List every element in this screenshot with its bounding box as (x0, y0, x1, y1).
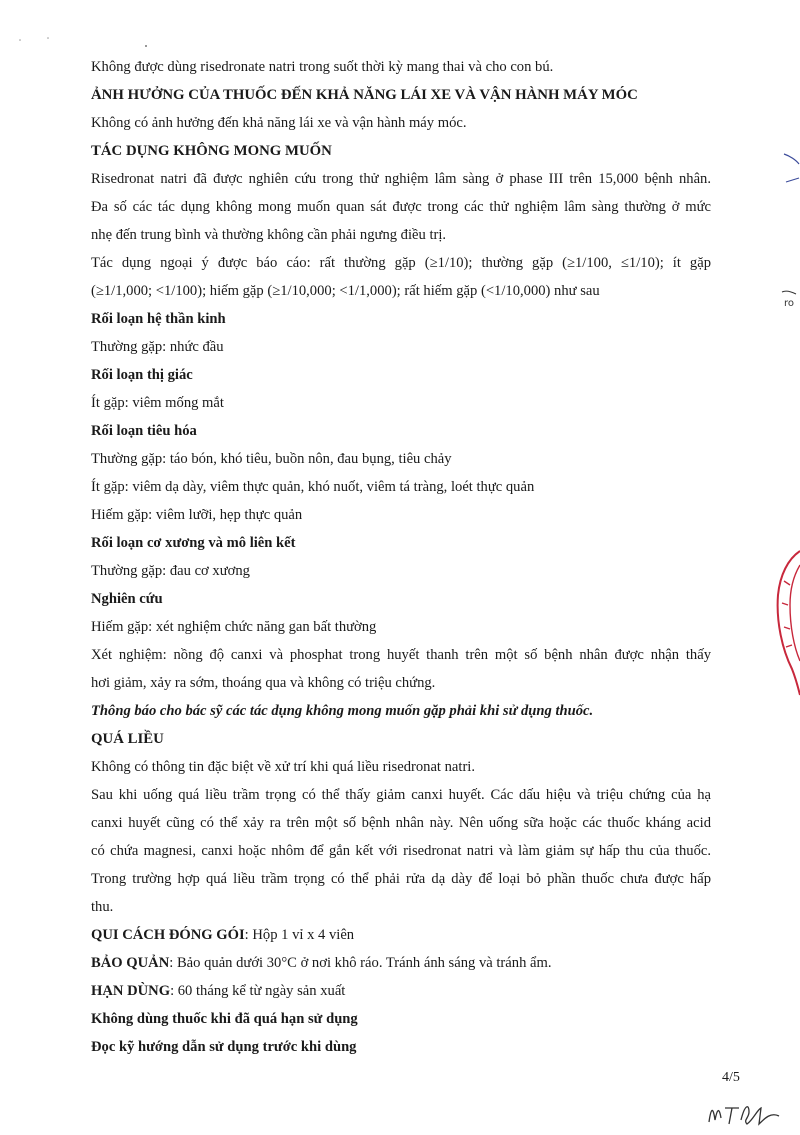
expiry-value: : 60 tháng kể từ ngày sản xuất (170, 983, 346, 999)
expiry-line (91, 981, 345, 1001)
storage-line (91, 953, 552, 973)
side-effect-item: Ít gặp: viêm dạ dày, viêm thực quản, khó nuốt, viêm tá tràng, loét thực quản (91, 479, 535, 495)
subheading-nervous-system: Rối loạn hệ thần kinh (91, 311, 226, 327)
handwritten-signature (705, 1098, 785, 1128)
subheading-musculoskeletal: Rối loạn cơ xương và mô liên kết (91, 535, 296, 551)
side-effect-item: Hiếm gặp: viêm lưỡi, hẹp thực quản (91, 507, 303, 523)
packaging-line (91, 925, 354, 945)
side-effect-item: Thường gặp: nhức đầu (91, 339, 224, 355)
packaging-value: : Hộp 1 vỉ x 4 viên (244, 927, 355, 943)
section-heading-side-effects: TÁC DỤNG KHÔNG MONG MUỐN (91, 143, 332, 159)
closing-warning-expired: Không dùng thuốc khi đã quá hạn sử dụng (91, 1011, 358, 1027)
scan-speckles (0, 30, 160, 50)
page-number: 4/5 (722, 1070, 740, 1085)
section-heading-overdose: QUÁ LIỀU (91, 731, 164, 747)
edge-mark (776, 284, 800, 314)
side-effects-paragraph-line: Đa số các tác dụng không mong muốn quan sát được trong các thử nghiệm lâm sàng thường ở mức (91, 199, 711, 215)
driving-effect-text: Không có ảnh hưởng đến khả năng lái xe và vận hành máy móc. (91, 115, 467, 131)
svg-text:ro: ro (784, 298, 795, 309)
closing-warning-read-instructions: Đọc kỹ hướng dẫn sử dụng trước khi dùng (91, 1039, 357, 1055)
red-stamp-edge (770, 545, 800, 705)
storage-label: BẢO QUẢN (91, 955, 170, 971)
lab-test-line: hơi giảm, xảy ra sớm, thoáng qua và không có triệu chứng. (91, 675, 436, 691)
side-effect-item: Thường gặp: đau cơ xương (91, 563, 250, 579)
side-effect-item: Thường gặp: táo bón, khó tiêu, buồn nôn, đau bụng, tiêu chảy (91, 451, 452, 467)
packaging-label: QUI CÁCH ĐÓNG GÓI (91, 927, 245, 943)
pregnancy-warning-text: Không được dùng risedronate natri trong suốt thời kỳ mang thai và cho con bú. (91, 59, 554, 75)
overdose-text-line: canxi huyết cũng có thể xảy ra trên một số bệnh nhân này. Nên uống sữa hoặc các thuốc kháng acid (91, 815, 711, 831)
lab-test-line: Xét nghiệm: nồng độ canxi và phosphat trong huyết thanh trên một số bệnh nhân được nhận thấy (91, 647, 711, 663)
frequency-definition-line: Tác dụng ngoại ý được báo cáo: rất thường gặp (≥1/10); thường gặp (≥1/100, ≤1/10); ít gặp (91, 255, 711, 271)
report-to-doctor-notice: Thông báo cho bác sỹ các tác dụng không mong muốn gặp phải khi sử dụng thuốc. (91, 703, 594, 719)
subheading-digestive: Rối loạn tiêu hóa (91, 423, 197, 439)
overdose-text-line: có chứa magnesi, canxi hoặc nhôm để gắn kết với risedronat natri và làm giảm sự hấp thu của thuốc. (91, 843, 711, 859)
section-heading-driving: ẢNH HƯỞNG CỦA THUỐC ĐẾN KHẢ NĂNG LÁI XE VÀ VẬN HÀNH MÁY MÓC (91, 87, 638, 103)
side-effect-item: Hiếm gặp: xét nghiệm chức năng gan bất thường (91, 619, 377, 635)
overdose-text-line: Trong trường hợp quá liều trầm trọng có thể phải rửa dạ dày để loại bỏ phần thuốc chưa được hấp (91, 871, 711, 887)
subheading-vision: Rối loạn thị giác (91, 367, 193, 383)
subheading-investigations: Nghiên cứu (91, 591, 163, 607)
side-effects-paragraph-line: nhẹ đến trung bình và thường không cần phải ngưng điều trị. (91, 227, 447, 243)
overdose-text-line: Sau khi uống quá liều trầm trọng có thể thấy giảm canxi huyết. Các dấu hiệu và triệu chứng của hạ (91, 787, 711, 803)
expiry-label: HẠN DÙNG (91, 983, 171, 999)
storage-value: : Bảo quản dưới 30°C ở nơi khô ráo. Tránh ánh sáng và tránh ẩm. (169, 955, 552, 971)
overdose-text-line: thu. (91, 899, 114, 915)
blue-edge-mark (782, 150, 800, 190)
side-effects-paragraph-line: Risedronat natri đã được nghiên cứu trong thử nghiệm lâm sàng ở phase III trên 15,000 bệnh nhân. (91, 171, 711, 187)
overdose-text-line: Không có thông tin đặc biệt về xử trí khi quá liều risedronat natri. (91, 759, 476, 775)
side-effect-item: Ít gặp: viêm mống mắt (91, 395, 224, 411)
frequency-definition-line: (≥1/1,000; <1/100); hiếm gặp (≥1/10,000; <1/1,000); rất hiếm gặp (<1/10,000) như sau (91, 283, 600, 299)
